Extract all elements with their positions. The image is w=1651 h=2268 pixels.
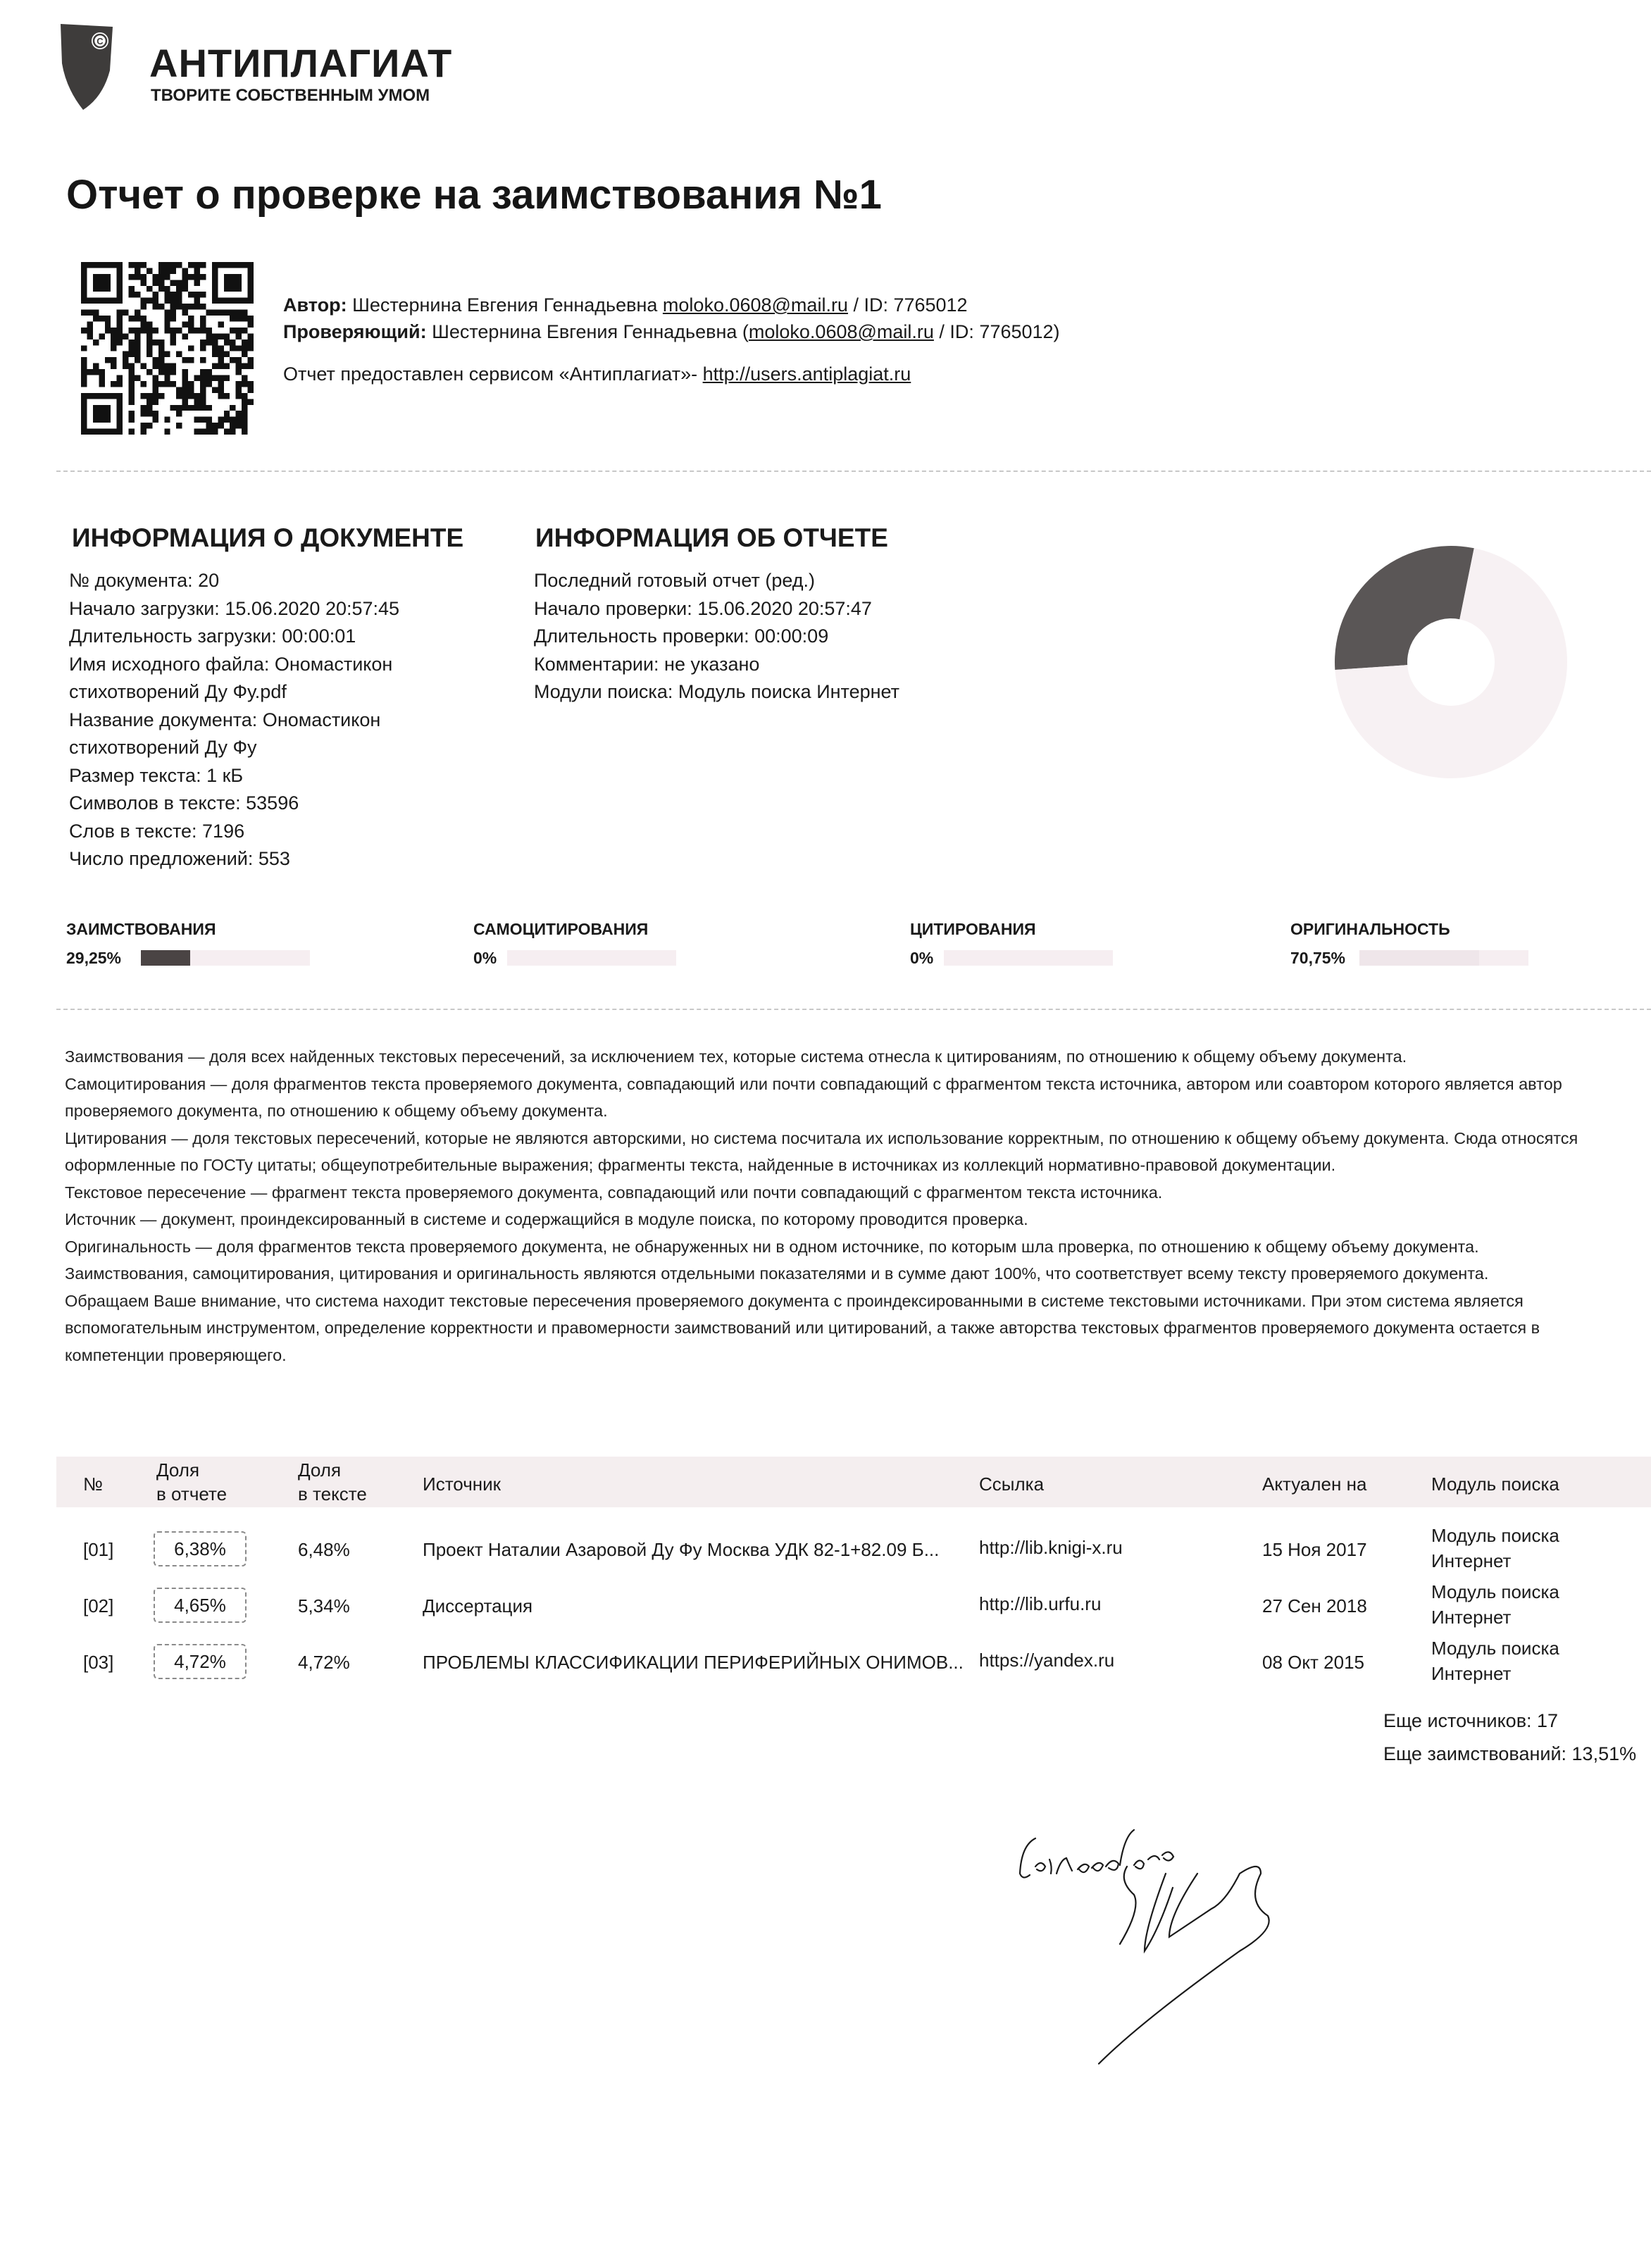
row-num: [03] — [83, 1652, 114, 1673]
author-email-link[interactable]: moloko.0608@mail.ru — [662, 294, 848, 316]
row-source[interactable]: Проект Наталии Азаровой Ду Фу Москва УДК 82-1+82.09 Б... — [423, 1539, 940, 1560]
row-module-line: Интернет — [1431, 1550, 1512, 1571]
stat-bar-originality — [1359, 950, 1528, 966]
doc-info-line: № документа: 20 — [69, 570, 220, 591]
divider — [56, 1009, 1651, 1010]
note-paragraph: Заимствования, самоцитирования, цитирования и оригинальность являются отдельными показателями и в сумме дают 100%, что соответствует всему тексту проверяемого документа. — [65, 1264, 1489, 1283]
stat-bar-fill — [1359, 950, 1479, 966]
stat-label-originality: ОРИГИНАЛЬНОСТЬ — [1290, 920, 1450, 938]
brand-name: АНТИПЛАГИАТ — [149, 41, 453, 85]
brand-tagline: ТВОРИТЕ СОБСТВЕННЫМ УМОМ — [151, 86, 430, 105]
doc-info-line: Название документа: Ономастикон — [69, 709, 381, 730]
row-source[interactable]: ПРОБЛЕМЫ КЛАССИФИКАЦИИ ПЕРИФЕРИЙНЫХ ОНИМОВ... — [423, 1652, 964, 1673]
doc-info-line: Слов в тексте: 7196 — [69, 820, 245, 842]
note-paragraph: Цитирования — доля текстовых пересечений, которые не являются авторскими, но система посчитала их использование корректным, по отношению к общему объему документа. Сюда относятся оформленные по ГОСТу цитаты; общеупотребительные выражения; фрагменты текста, найденные в источниках из коллекций нормативно-правовой документации. — [65, 1128, 1578, 1174]
stat-bar-fill — [141, 950, 190, 966]
stat-bar-borrowings — [141, 950, 310, 966]
report-info-line: Длительность проверки: 00:00:09 — [534, 625, 829, 647]
col-header-num: № — [83, 1473, 103, 1495]
report-info-line: Комментарии: не указано — [534, 653, 760, 675]
row-share-text: 6,48% — [298, 1539, 350, 1560]
row-source[interactable]: Диссертация — [423, 1595, 533, 1616]
col-header-module: Модуль поиска — [1431, 1473, 1559, 1495]
report-info-line: Начало проверки: 15.06.2020 20:57:47 — [534, 597, 872, 619]
stat-label-borrowings: ЗАИМСТВОВАНИЯ — [66, 920, 216, 938]
report-info-line: Последний готовый отчет (ред.) — [534, 570, 816, 591]
author-name: Шестернина Евгения Геннадьевна — [352, 294, 658, 316]
doc-info-title: ИНФОРМАЦИЯ О ДОКУМЕНТЕ — [72, 523, 464, 552]
row-module — [1431, 1523, 1559, 1574]
originality-donut-chart — [1331, 542, 1571, 782]
col-header-share-report — [156, 1458, 227, 1506]
row-share-text: 5,34% — [298, 1595, 350, 1616]
reviewer-email-link[interactable]: moloko.0608@mail.ru — [748, 321, 934, 342]
row-share-text: 4,72% — [298, 1652, 350, 1673]
stat-bar-citations — [944, 950, 1113, 966]
definitions-notes — [65, 1043, 1643, 1369]
stat-value-citations: 0% — [910, 949, 934, 967]
row-link[interactable]: http://lib.knigi-x.ru — [979, 1537, 1123, 1558]
table-row[interactable] — [0, 1634, 1651, 1690]
stat-label-citations: ЦИТИРОВАНИЯ — [910, 920, 1036, 938]
col-header-line: в тексте — [298, 1483, 367, 1504]
row-num: [01] — [83, 1539, 114, 1560]
doc-info-line: Начало загрузки: 15.06.2020 20:57:45 — [69, 597, 400, 619]
doc-info-list — [69, 567, 399, 873]
report-title: Отчет о проверке на заимствования №1 — [66, 172, 882, 218]
divider — [56, 471, 1651, 472]
stat-bar-self-citations — [507, 950, 676, 966]
doc-info-line: стихотворений Ду Фу — [69, 737, 257, 758]
report-info-list — [534, 567, 899, 706]
qr-code-icon — [81, 262, 254, 435]
col-header-source: Источник — [423, 1473, 501, 1495]
table-row[interactable] — [0, 1578, 1651, 1634]
note-paragraph: Источник — документ, проиндексированный в системе и содержащийся в модуле поиска, по которому проводится проверка. — [65, 1210, 1028, 1228]
stat-value-self-citations: 0% — [473, 949, 497, 967]
reviewer-name: Шестернина Евгения Геннадьевна ( — [432, 321, 749, 342]
row-module-line: Модуль поиска — [1431, 1638, 1559, 1659]
row-module-line: Модуль поиска — [1431, 1525, 1559, 1546]
report-info-title: ИНФОРМАЦИЯ ОБ ОТЧЕТЕ — [535, 523, 888, 552]
row-share-report[interactable]: 6,38% — [154, 1531, 247, 1566]
doc-info-line: Размер текста: 1 кБ — [69, 764, 244, 786]
row-module-line: Интернет — [1431, 1663, 1512, 1684]
col-header-line: Доля — [298, 1459, 342, 1481]
stat-label-self-citations: САМОЦИТИРОВАНИЯ — [473, 920, 649, 938]
col-header-actual: Актуален на — [1262, 1473, 1367, 1495]
row-module — [1431, 1579, 1559, 1630]
shield-copyright-icon — [59, 21, 114, 111]
handwritten-signature-icon — [1014, 1824, 1409, 2071]
row-num: [02] — [83, 1595, 114, 1616]
table-row[interactable] — [0, 1521, 1651, 1578]
doc-info-line: Число предложений: 553 — [69, 848, 290, 869]
author-id: / ID: 7765012 — [847, 294, 968, 316]
svg-text:C: C — [96, 36, 104, 46]
doc-info-line: Имя исходного файла: Ономастикон — [69, 653, 393, 675]
service-text: Отчет предоставлен сервисом «Антиплагиат»- — [283, 363, 703, 385]
note-paragraph: Обращаем Ваше внимание, что система находит текстовые пересечения проверяемого документа с проиндексированными в системе текстовыми источниками. При этом система является вспомогательным инструментом, определение корректности и правомерности заимствований или цитирований, а также авторства текстовых фрагментов проверяемого документа остается в компетенции проверяющего. — [65, 1291, 1540, 1364]
reviewer-line — [283, 323, 1060, 342]
doc-info-line: Символов в тексте: 53596 — [69, 792, 299, 814]
note-paragraph: Заимствования — доля всех найденных текстовых пересечений, за исключением тех, которые система отнесла к цитированиям, по отношению к общему объему документа. — [65, 1047, 1407, 1066]
row-actual-date: 15 Ноя 2017 — [1262, 1539, 1367, 1560]
row-actual-date: 08 Окт 2015 — [1262, 1652, 1365, 1673]
row-share-report[interactable]: 4,72% — [154, 1644, 247, 1679]
note-paragraph: Самоцитирования — доля фрагментов текста проверяемого документа, совпадающий или почти совпадающий с фрагментом текста источника, автором или соавтором которого является автор проверяемого документа, по отношению к общему объему документа. — [65, 1074, 1562, 1120]
note-paragraph: Текстовое пересечение — фрагмент текста проверяемого документа, совпадающий или почти совпадающий с фрагментом текста источника. — [65, 1183, 1163, 1202]
col-header-line: в отчете — [156, 1483, 228, 1504]
stat-value-borrowings: 29,25% — [66, 949, 122, 967]
col-header-link: Ссылка — [979, 1473, 1045, 1495]
reviewer-label: Проверяющий: — [283, 321, 427, 342]
more-sources-count: Еще источников: 17 — [1383, 1710, 1559, 1731]
service-line — [283, 365, 911, 384]
row-link[interactable]: https://yandex.ru — [979, 1650, 1115, 1671]
note-paragraph: Оригинальность — доля фрагментов текста проверяемого документа, не обнаруженных ни в одном источнике, по которым шла проверка, по отношению к общему объему документа. — [65, 1237, 1479, 1256]
doc-info-line: Длительность загрузки: 00:00:01 — [69, 625, 356, 647]
more-borrowings-percent: Еще заимствований: 13,51% — [1383, 1743, 1637, 1764]
row-share-report[interactable]: 4,65% — [154, 1588, 247, 1623]
author-label: Автор: — [283, 294, 347, 316]
reviewer-id: / ID: 7765012) — [933, 321, 1060, 342]
doc-info-line: стихотворений Ду Фу.pdf — [69, 681, 287, 702]
row-module-line: Интернет — [1431, 1607, 1512, 1628]
stat-value-originality: 70,75% — [1290, 949, 1346, 967]
row-link[interactable]: http://lib.urfu.ru — [979, 1593, 1102, 1614]
report-info-line: Модули поиска: Модуль поиска Интернет — [534, 681, 900, 702]
col-header-line: Доля — [156, 1459, 200, 1481]
sources-table-header — [56, 1457, 1651, 1507]
pie-slice-Заимствования — [1335, 546, 1474, 670]
author-line — [283, 296, 968, 315]
col-header-share-text — [298, 1458, 367, 1506]
service-link[interactable]: http://users.antiplagiat.ru — [702, 363, 911, 385]
row-actual-date: 27 Сен 2018 — [1262, 1595, 1367, 1616]
row-module-line: Модуль поиска — [1431, 1581, 1559, 1602]
row-module — [1431, 1635, 1559, 1686]
